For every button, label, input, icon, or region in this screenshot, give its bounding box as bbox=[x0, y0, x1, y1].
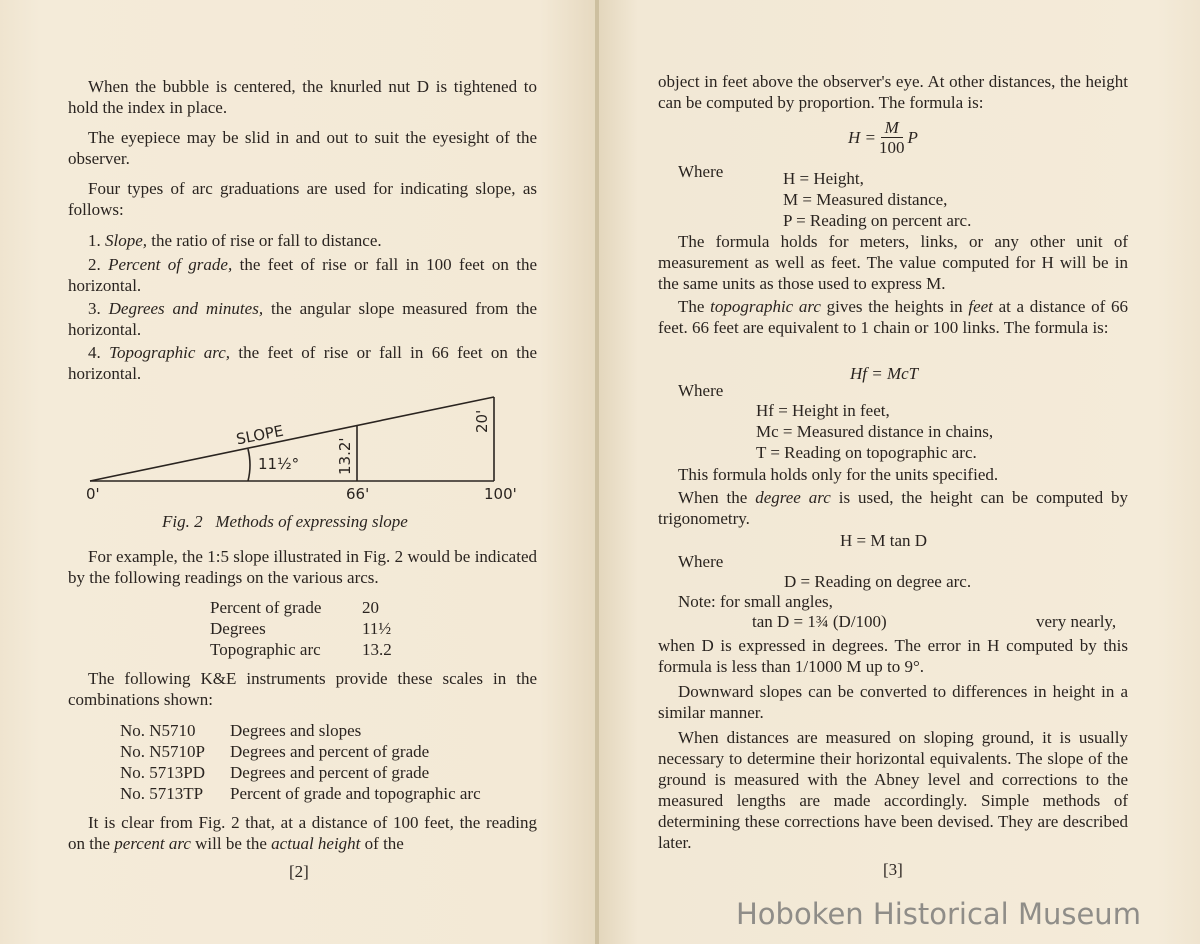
paragraph: The topographic arc gives the heights in feet at a distance of 66 feet. 66 feet are equivalent to 1 chain or 100 links. The formula is: bbox=[658, 297, 1128, 337]
x-label-100: 100' bbox=[484, 485, 517, 503]
x-label-66: 66' bbox=[346, 485, 370, 503]
paragraph: Four types of arc graduations are used for indicating slope, as follows: bbox=[68, 179, 537, 219]
paragraph: The eyepiece may be slid in and out to suit the eyesight of the observer. bbox=[68, 128, 537, 168]
table-cell: No. 5713PD bbox=[120, 763, 206, 782]
formula-tan: tan D = 1¾ (D/100) bbox=[752, 612, 887, 631]
paragraph: This formula holds only for the units specified. bbox=[678, 465, 999, 484]
paragraph: When the bubble is centered, the knurled nut D is tightened to hold the index in place. bbox=[68, 77, 537, 117]
definition: D = Reading on degree arc. bbox=[784, 572, 972, 591]
paragraph: The following K&E instruments provide these scales in the combinations shown: bbox=[68, 669, 537, 709]
x-label-0: 0' bbox=[86, 485, 100, 503]
paragraph: The formula holds for meters, links, or any other unit of measurement as well as feet. The value computed for H will be in the same units as those used to express M. bbox=[658, 232, 1128, 293]
height-100-label: 20' bbox=[473, 409, 491, 433]
table-cell: Degrees bbox=[210, 619, 266, 638]
table-cell: Degrees and percent of grade bbox=[230, 763, 430, 782]
where-label: Where bbox=[678, 381, 724, 400]
paragraph: object in feet above the observer's eye. At other distances, the height can be computed by proportion. The formula is: bbox=[658, 72, 1128, 112]
figure-caption: Fig. 2 Methods of expressing slope bbox=[162, 512, 408, 531]
list-item: 1. Slope, the ratio of rise or fall to distance. bbox=[88, 231, 382, 250]
table-cell: 11½ bbox=[362, 619, 392, 638]
table-cell: Topographic arc bbox=[210, 640, 321, 659]
page-number: [3] bbox=[883, 860, 903, 879]
table-cell: No. N5710 bbox=[120, 721, 196, 740]
note: Note: for small angles, bbox=[678, 592, 833, 611]
angle-arc bbox=[248, 449, 250, 481]
paragraph: It is clear from Fig. 2 that, at a distance of 100 feet, the reading on the percent arc will be the actual height of the bbox=[68, 813, 537, 853]
definitions: Hf = Height in feet, Mc = Measured distance in chains, T = Reading on topographic arc. bbox=[756, 401, 994, 462]
table-cell: No. 5713TP bbox=[120, 784, 204, 803]
instruments-table bbox=[120, 720, 481, 804]
very-nearly: very nearly, bbox=[1036, 612, 1117, 631]
table-cell: Percent of grade and topographic arc bbox=[230, 784, 481, 803]
paragraph: When distances are measured on sloping ground, it is usually necessary to determine their horizontal equivalents. The slope of the ground is measured with the Abney level and corrections to the measured lengths are made accordingly. Simple methods of determining these corrections have been devised. They are described later. bbox=[658, 728, 1128, 852]
height-66-label: 13.2' bbox=[336, 437, 354, 475]
where-label: Where bbox=[678, 162, 724, 181]
definitions: H = Height, M = Measured distance, P = Reading on percent arc. bbox=[783, 169, 972, 230]
paragraph: Downward slopes can be converted to differences in height in a similar manner. bbox=[658, 682, 1128, 722]
list-item: 3. Degrees and minutes, the angular slope measured from the horizontal. bbox=[68, 299, 537, 339]
paragraph: when D is expressed in degrees. The error in H computed by this formula is less than 1/1000 M up to 9°. bbox=[658, 636, 1128, 676]
table-cell: Percent of grade bbox=[210, 598, 322, 617]
table-cell: 13.2 bbox=[362, 640, 392, 659]
page-number: [2] bbox=[289, 862, 309, 881]
slope-label: SLOPE bbox=[234, 421, 285, 449]
table-cell: No. N5710P bbox=[120, 742, 206, 761]
formula-percent: H = $\frac{M}{100}$ P bbox=[848, 118, 918, 157]
paragraph: When the degree arc is used, the height can be computed by trigonometry. bbox=[658, 488, 1129, 528]
formula-topographic: Hf = McT bbox=[850, 364, 919, 383]
slope-figure bbox=[60, 385, 540, 510]
list-item: 2. Percent of grade, the feet of rise or fall in 100 feet on the horizontal. bbox=[68, 255, 538, 295]
watermark: Hoboken Historical Museum bbox=[736, 897, 1141, 931]
table-cell: Degrees and percent of grade bbox=[230, 742, 430, 761]
readings-table bbox=[210, 597, 392, 660]
paragraph: For example, the 1:5 slope illustrated in Fig. 2 would be indicated by the following readings on the various arcs. bbox=[68, 547, 537, 587]
table-cell: Degrees and slopes bbox=[230, 721, 362, 740]
book-fold bbox=[595, 0, 599, 944]
list-item: 4. Topographic arc, the feet of rise or fall in 66 feet on the horizontal. bbox=[68, 343, 537, 383]
where-label: Where bbox=[678, 552, 724, 571]
table-cell: 20 bbox=[362, 598, 379, 617]
formula-degree: H = M tan D bbox=[840, 531, 928, 550]
angle-label: 11½° bbox=[258, 455, 300, 473]
